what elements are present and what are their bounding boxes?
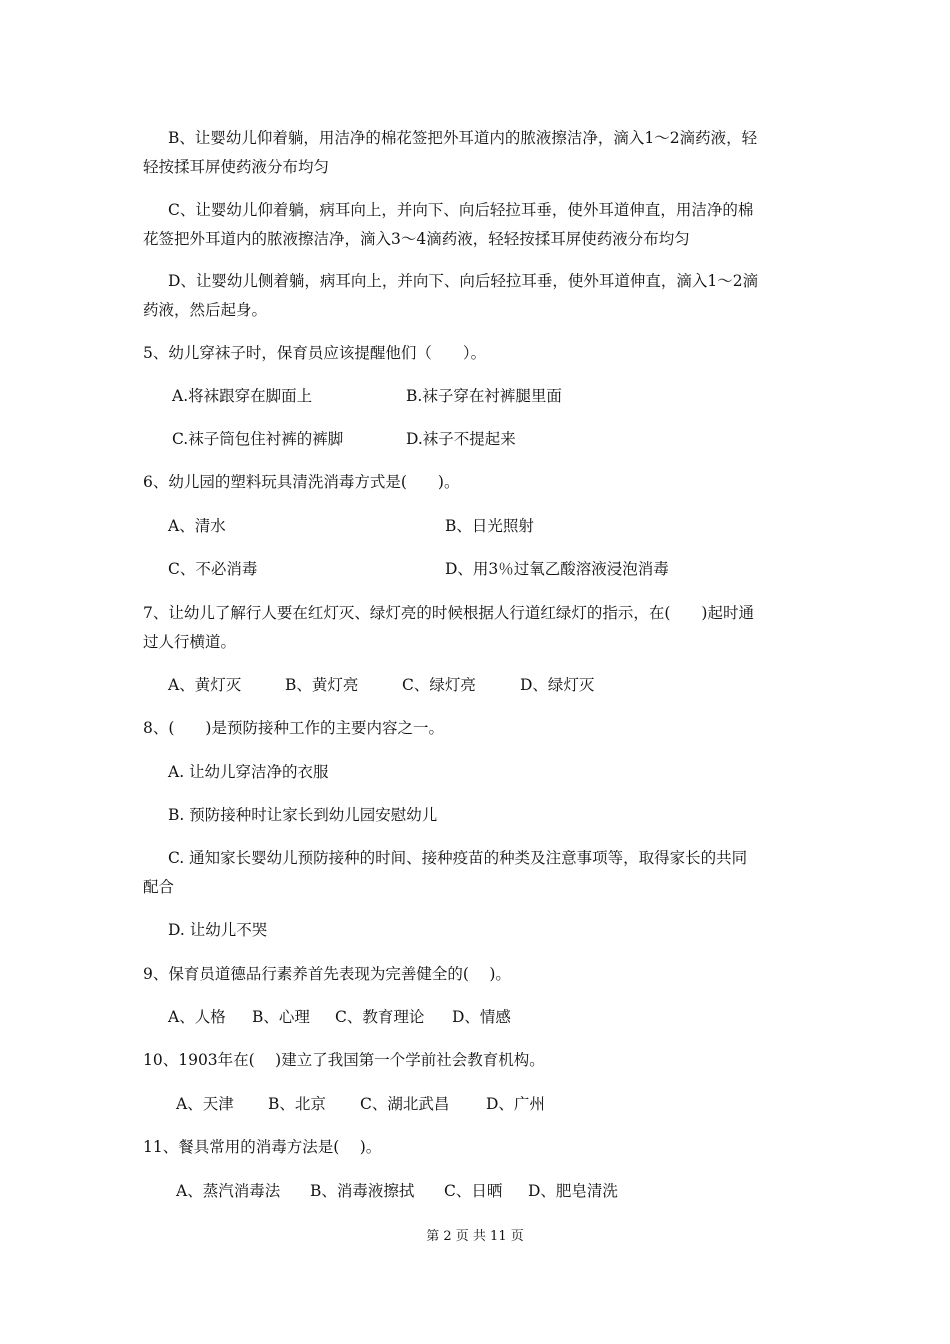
q4-option-b-line1: B、让婴幼儿仰着躺，用洁净的棉花签把外耳道内的脓液擦洁净，滴入1～2滴药液，轻 bbox=[168, 129, 758, 147]
q4-option-b-line2: 轻按揉耳屏使药液分布均匀 bbox=[143, 158, 330, 176]
q9-option-b: B、心理 bbox=[252, 1008, 310, 1026]
q5-option-b: B.袜子穿在衬裤腿里面 bbox=[406, 387, 562, 405]
q11-question: 11、餐具常用的消毒方法是( )。 bbox=[143, 1138, 382, 1156]
q5-question: 5、幼儿穿袜子时，保育员应该提醒他们（ ）。 bbox=[143, 344, 487, 362]
q11-option-d: D、肥皂清洗 bbox=[528, 1182, 618, 1200]
q11-option-a: A、蒸汽消毒法 bbox=[176, 1182, 281, 1200]
q5-option-c: C.袜子筒包住衬裤的裤脚 bbox=[172, 430, 344, 448]
q10-option-b: B、北京 bbox=[268, 1095, 326, 1113]
q10-option-d: D、广州 bbox=[486, 1095, 545, 1113]
q9-option-d: D、情感 bbox=[452, 1008, 511, 1026]
q10-option-c: C、湖北武昌 bbox=[360, 1095, 450, 1113]
q7-question-line2: 过人行横道。 bbox=[143, 633, 237, 651]
q8-option-c-line2: 配合 bbox=[143, 878, 175, 896]
q8-option-d: D. 让幼儿不哭 bbox=[168, 921, 268, 939]
q10-option-a: A、天津 bbox=[176, 1095, 234, 1113]
page-number-footer: 第 2 页 共 11 页 bbox=[426, 1229, 524, 1244]
q6-option-a: A、清水 bbox=[168, 517, 226, 535]
q10-question: 10、1903年在( )建立了我国第一个学前社会教育机构。 bbox=[143, 1051, 545, 1069]
q8-question: 8、( )是预防接种工作的主要内容之一。 bbox=[143, 719, 444, 737]
q4-option-d-line2: 药液，然后起身。 bbox=[143, 301, 268, 319]
q9-question: 9、保育员道德品行素养首先表现为完善健全的( )。 bbox=[143, 965, 511, 983]
q7-option-d: D、绿灯灭 bbox=[520, 676, 595, 694]
q4-option-c-line1: C、让婴幼儿仰着躺，病耳向上，并向下、向后轻拉耳垂，使外耳道伸直，用洁净的棉 bbox=[168, 201, 754, 219]
q4-option-d-line1: D、让婴幼儿侧着躺，病耳向上，并向下、向后轻拉耳垂，使外耳道伸直，滴入1～2滴 bbox=[168, 272, 759, 290]
q8-option-a: A. 让幼儿穿洁净的衣服 bbox=[168, 763, 329, 781]
q9-option-a: A、人格 bbox=[168, 1008, 226, 1026]
q7-question-line1: 7、让幼儿了解行人要在红灯灭、绿灯亮的时候根据人行道红绿灯的指示，在( )起时通 bbox=[143, 604, 754, 622]
q9-option-c: C、教育理论 bbox=[335, 1008, 425, 1026]
q7-option-b: B、黄灯亮 bbox=[285, 676, 359, 694]
q11-option-c: C、日晒 bbox=[444, 1182, 503, 1200]
q6-option-d: D、用3％过氧乙酸溶液浸泡消毒 bbox=[445, 560, 669, 578]
q4-option-c-line2: 花签把外耳道内的脓液擦洁净，滴入3～4滴药液，轻轻按揉耳屏使药液分布均匀 bbox=[143, 230, 690, 248]
q6-option-c: C、不必消毒 bbox=[168, 560, 258, 578]
q8-option-b: B. 预防接种时让家长到幼儿园安慰幼儿 bbox=[168, 806, 438, 824]
q8-option-c-line1: C. 通知家长婴幼儿预防接种的时间、接种疫苗的种类及注意事项等，取得家长的共同 bbox=[168, 849, 748, 867]
q7-option-a: A、黄灯灭 bbox=[168, 676, 242, 694]
q11-option-b: B、消毒液擦拭 bbox=[310, 1182, 415, 1200]
q5-option-a: A.将袜跟穿在脚面上 bbox=[172, 387, 313, 405]
q7-option-c: C、绿灯亮 bbox=[402, 676, 476, 694]
q5-option-d: D.袜子不提起来 bbox=[406, 430, 516, 448]
q6-question: 6、幼儿园的塑料玩具清洗消毒方式是( )。 bbox=[143, 473, 460, 491]
q6-option-b: B、日光照射 bbox=[445, 517, 534, 535]
